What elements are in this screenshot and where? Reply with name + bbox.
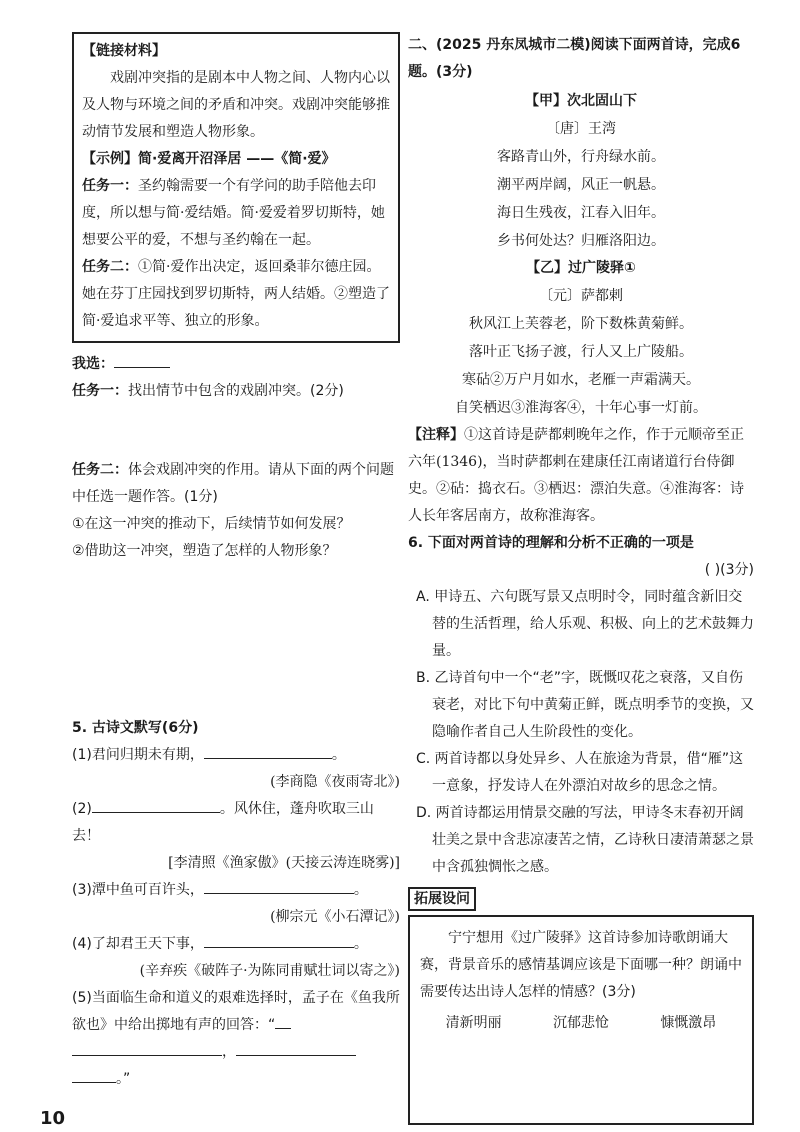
question-5 [72,715,400,1093]
poem2-line: 秋风江上芙蓉老，阶下数株黄菊鲜。 [469,316,693,332]
q6-stem: 6. 下面对两首诗的理解和分析不正确的一项是 [408,535,694,551]
q5-blank-5d[interactable] [72,1067,116,1083]
poem1-line: 客路青山外，行舟绿水前。 [497,149,665,165]
link-material-box [72,32,400,343]
definition-text: 戏剧冲突指的是剧本中人物之间、人物内心以及人物与环境之间的矛盾和冲突。戏剧冲突能够推动情节发展和塑造人物形象。 [82,70,390,140]
q6-option-d[interactable]: D. 两首诗都运用情景交融的写法，甲诗冬末春初开阔壮美之景中含悲凉凄苦之情，乙诗秋日凄清萧瑟之景中含孤独惆怅之感。 [416,805,754,875]
choice-passionate[interactable]: 慷慨激昂 [660,1015,717,1031]
q5-source-4: (辛弃疾《破阵子·为陈同甫赋壮词以寄之》) [139,963,400,979]
q5-blank-5c[interactable] [236,1040,356,1056]
task2-option-2: ②借助这一冲突，塑造了怎样的人物形象？ [72,543,337,559]
choice-fresh[interactable]: 清新明丽 [445,1015,502,1031]
task2-option-1: ①在这一冲突的推动下，后续情节如何发展？ [72,516,351,532]
link-heading: 【链接材料】 [82,43,166,59]
q5-blank-5a[interactable] [275,1013,291,1029]
q5-item-3: (3)潭中鱼可百许头， 。 [72,877,400,904]
q5-source-2: [李清照《渔家傲》(天接云涛连晓雾)] [168,855,400,871]
poem1-title: 【甲】次北固山下 [525,93,637,109]
q6-option-c[interactable]: C. 两首诗都以身处异乡、人在旅途为背景，借“雁”这一意象，抒发诗人在外漂泊对故乡的思念之情。 [416,751,744,794]
choice-somber[interactable]: 沉郁悲怆 [552,1015,609,1031]
q6-option-a[interactable]: A. 甲诗五、六句既写景又点明时令，同时蕴含新旧交替的生活哲理，给人乐观、积极、向上的艺术鼓舞力量。 [416,589,754,659]
q5-source-1: (李商隐《夜雨寄北》) [270,774,400,790]
poem2-line: 落叶正飞扬子渡，行人又上广陵船。 [469,344,693,360]
q6-option-b[interactable]: B. 乙诗首句中一个“老”字，既慨叹花之衰落，又自伤衰老，对比下句中黄菊正鲜，既点明季节的变换，又隐喻作者自己人生阶段性的变化。 [416,670,754,740]
expand-section [408,887,754,1125]
q5-item-2: (2) 。风休住，蓬舟吹取三山去！ [72,796,400,850]
q5-source-3: (柳宗元《小石潭记》) [270,909,400,925]
poem1-line: 乡书何处达？归雁洛阳边。 [497,233,665,249]
q5-blank-4[interactable] [204,932,354,948]
q5-blank-2[interactable] [92,797,220,813]
expand-tag: 拓展设问 [408,887,476,911]
page-number: 10 [40,1108,66,1129]
poem1-line: 潮平两岸阔，风正一帆悬。 [497,177,665,193]
example-task2: 任务二：①简·爱作出决定，返回桑菲尔德庄园。她在芬丁庄园找到罗切斯特，两人结婚。②塑造了简·爱追求平等、独立的形象。 [82,259,390,329]
q5-item-4: (4)了却君王天下事， 。 [72,931,400,958]
choice-blank[interactable] [114,352,170,368]
poem2-title: 【乙】过广陵驿① [526,260,636,276]
poem1-line: 海日生残夜，江春入旧年。 [497,205,665,221]
task1-answer-area[interactable] [72,405,400,457]
task2-question: 任务二：体会戏剧冲突的作用。请从下面的两个问题中任选一题作答。(1分) [72,462,394,505]
example-title: 【示例】简·爱离开沼泽居 ——《简·爱》 [82,151,336,167]
task2-answer-area[interactable] [72,565,400,715]
q5-item-5: (5)当面临生命和道义的艰难选择时，孟子在《鱼我所欲也》中给出掷地有声的回答：“ [72,990,400,1033]
expand-box[interactable] [408,915,754,1125]
q5-item-5-cont: ， [72,1039,400,1066]
expand-text: 宁宁想用《过广陵驿》这首诗参加诗歌朗诵大赛，背景音乐的感情基调应该是下面哪一种？朗诵中需要传达出诗人怎样的情感？(3分) [420,930,742,1000]
q6-score: ( )(3分) [704,562,754,578]
poem2-line: 寒砧②万户月如水，老雁一声霜满天。 [462,372,700,388]
poem2-author: 〔元〕萨都剌 [539,288,623,304]
q5-blank-1[interactable] [204,743,332,759]
example-task1: 任务一：圣约翰需要一个有学问的助手陪他去印度，所以想与简·爱结婚。简·爱爱着罗切斯特，她想要公平的爱，不想与圣约翰在一起。 [82,178,385,248]
left-column [72,32,400,1093]
section-intro: 二、(2025 丹东凤城市二模)阅读下面两首诗，完成6题。(3分) [408,37,741,80]
right-column [408,32,754,1125]
q5-blank-3[interactable] [204,878,354,894]
poem2-line: 自笑栖迟③淮海客④，十年心事一灯前。 [455,400,707,416]
my-choice: 我选： [72,351,400,378]
poem1-author: 〔唐〕王湾 [546,121,616,137]
q5-title: 5. 古诗文默写(6分) [72,720,199,736]
expand-choices [420,1010,742,1037]
q5-item-1: (1)君问归期未有期， 。 [72,742,400,769]
q5-item-5-end: 。” [72,1066,400,1093]
task1-question: 任务一：找出情节中包含的戏剧冲突。(2分) [72,383,344,399]
poem-notes: 【注释】①这首诗是萨都剌晚年之作，作于元顺帝至正六年(1346)，当时萨都剌在建康任江南诸道行台侍御史。②砧：捣衣石。③栖迟：漂泊失意。④淮海客：诗人长年客居南方，故称淮海客。 [408,427,744,524]
q5-blank-5b[interactable] [72,1040,222,1056]
question-6 [408,530,754,881]
